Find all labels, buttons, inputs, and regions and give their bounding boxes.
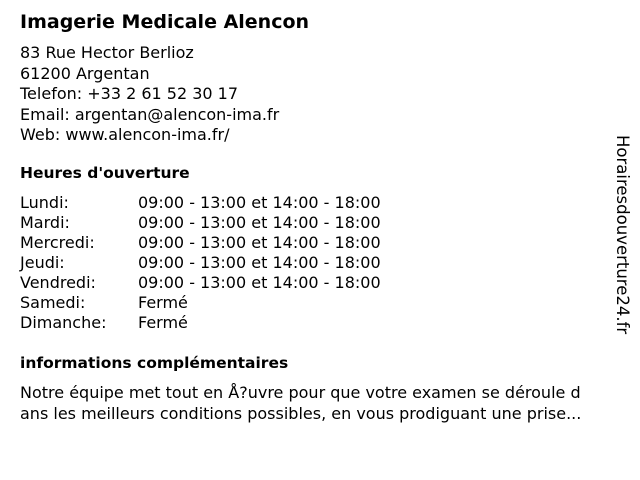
hours-row-tuesday (20, 213, 381, 233)
info-line: Notre équipe met tout en Å?uvre pour que votre examen se déroule d (20, 383, 581, 402)
opening-hours-heading: Heures d'ouverture (20, 164, 190, 182)
day-label: Samedi: (20, 293, 86, 312)
site-watermark: Horairesdouverture24.fr (613, 135, 632, 335)
opening-hours-table (20, 193, 381, 333)
hours-row-monday (20, 193, 381, 213)
info-line: ans les meilleurs conditions possibles, en vous prodiguant une prise... (20, 403, 582, 423)
hours-row-sunday (20, 313, 381, 333)
phone-number: Telefon: +33 2 61 52 30 17 (20, 84, 239, 103)
day-label: Jeudi: (20, 253, 65, 272)
day-label: Lundi: (20, 193, 69, 212)
day-label: Vendredi: (20, 273, 96, 292)
day-hours: Fermé (138, 313, 188, 332)
email-address: Email: argentan@alencon-ima.fr (20, 104, 280, 124)
hours-row-saturday (20, 293, 381, 313)
address-city: 61200 Argentan (20, 63, 150, 83)
additional-info-heading: informations complémentaires (20, 354, 289, 372)
day-label: Mercredi: (20, 233, 95, 252)
business-name: Imagerie Medicale Alencon (20, 11, 310, 33)
day-hours: 09:00 - 13:00 et 14:00 - 18:00 (138, 213, 381, 232)
contact-block (20, 43, 279, 146)
day-hours: 09:00 - 13:00 et 14:00 - 18:00 (138, 253, 381, 272)
day-label: Dimanche: (20, 313, 107, 332)
day-hours: Fermé (138, 293, 188, 312)
hours-row-friday (20, 273, 381, 293)
hours-row-thursday (20, 253, 381, 273)
additional-info-text (20, 383, 640, 424)
website: Web: www.alencon-ima.fr/ (20, 125, 230, 144)
day-hours: 09:00 - 13:00 et 14:00 - 18:00 (138, 193, 381, 212)
day-label: Mardi: (20, 213, 70, 232)
hours-row-wednesday (20, 233, 381, 253)
day-hours: 09:00 - 13:00 et 14:00 - 18:00 (138, 233, 381, 252)
day-hours: 09:00 - 13:00 et 14:00 - 18:00 (138, 273, 381, 292)
address-street: 83 Rue Hector Berlioz (20, 43, 194, 62)
